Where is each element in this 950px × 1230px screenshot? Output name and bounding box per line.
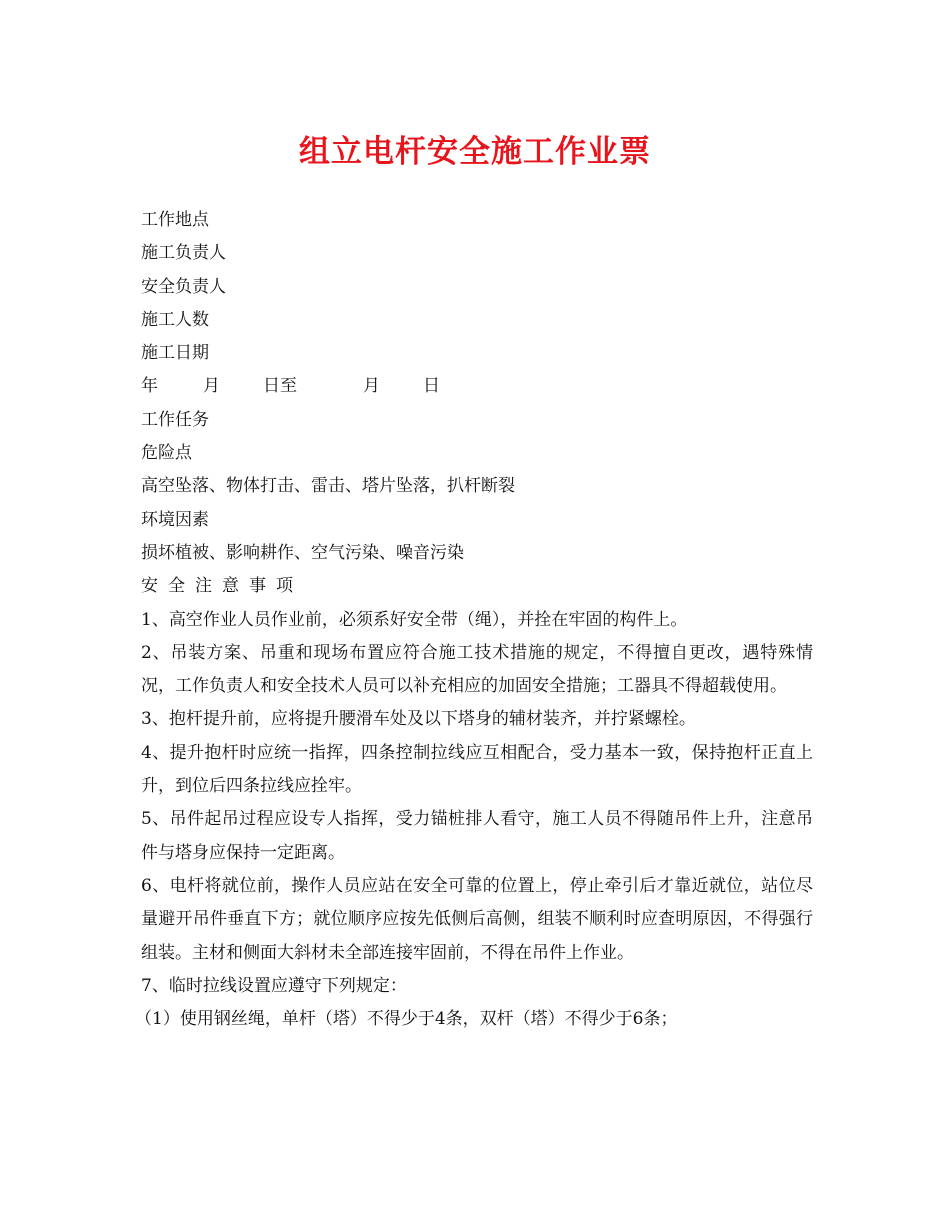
precaution-item-3: 3、抱杆提升前，应将提升腰滑车处及以下塔身的辅材装齐，并拧紧螺栓。 bbox=[141, 709, 696, 730]
field-construction-leader: 施工负责人 bbox=[141, 243, 226, 264]
precautions-title: 安全注意事项 bbox=[141, 576, 303, 597]
date-month-end: 月 bbox=[363, 376, 380, 397]
precaution-item-1: 1、高空作业人员作业前，必须系好安全带（绳），并拴在牢固的构件上。 bbox=[141, 609, 688, 630]
task-label: 工作任务 bbox=[141, 409, 209, 430]
precaution-item-6: 6、电杆将就位前，操作人员应站在安全可靠的位置上，停止牵引后才靠近就位，站位尽量避开吊件垂直下方；就位顺序应按先低侧后高侧，组装不顺利时应查明原因，不得强行组装。主材和侧面大斜材未全部连接牢固前，不得在吊件上作业。 bbox=[141, 875, 813, 963]
field-worker-count: 施工人数 bbox=[141, 309, 209, 330]
document-title: 组立电杆安全施工作业票 bbox=[299, 134, 651, 170]
precaution-item-7: 7、临时拉线设置应遵守下列规定： bbox=[141, 975, 407, 996]
hazard-label: 危险点 bbox=[141, 443, 192, 464]
date-day-end: 日 bbox=[423, 376, 440, 397]
hazard-list: 高空坠落、物体打击、雷击、塔片坠落，扒杆断裂 bbox=[141, 476, 515, 497]
field-work-location: 工作地点 bbox=[141, 210, 209, 230]
environment-label: 环境因素 bbox=[141, 509, 209, 530]
date-year: 年 bbox=[141, 376, 158, 397]
environment-list: 损坏植被、影响耕作、空气污染、噪音污染 bbox=[141, 542, 464, 563]
field-safety-leader: 安全负责人 bbox=[141, 276, 226, 297]
date-month: 月 bbox=[203, 376, 220, 397]
precaution-item-5: 5、吊件起吊过程应设专人指挥，受力锚桩排人看守，施工人员不得随吊件上升，注意吊件与塔身应保持一定距离。 bbox=[141, 809, 813, 863]
date-day-to: 日至 bbox=[263, 376, 297, 397]
document-body bbox=[135, 204, 813, 1036]
date-line bbox=[141, 370, 813, 403]
precaution-item-2: 2、吊装方案、吊重和现场布置应符合施工技术措施的规定，不得擅自更改，遇特殊情况，工作负责人和安全技术人员可以补充相应的加固安全措施；工器具不得超载使用。 bbox=[141, 642, 813, 697]
precaution-item-4: 4、提升抱杆时应统一指挥，四条控制拉线应互相配合，受力基本一致，保持抱杆正直上升，到位后四条拉线应拴牢。 bbox=[141, 742, 813, 797]
precaution-sub-item-1: （1）使用钢丝绳，单杆（塔）不得少于4条，双杆（塔）不得少于6条； bbox=[135, 1009, 678, 1030]
field-construction-date: 施工日期 bbox=[141, 343, 209, 364]
